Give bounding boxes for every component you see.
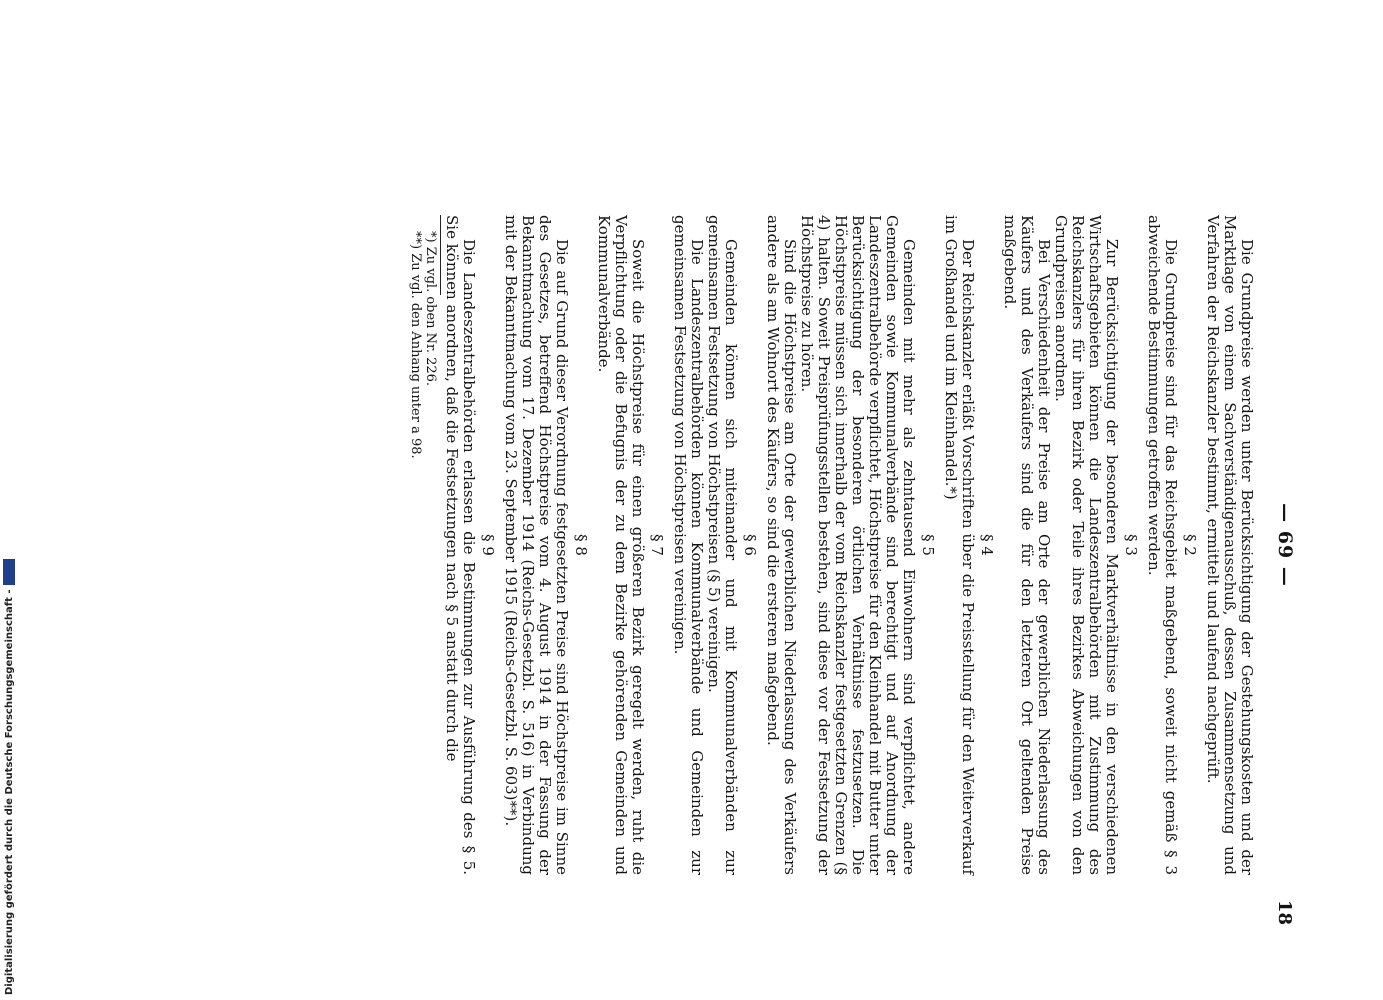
section-3-text-2: Bei Verschiedenheit der Preise am Orte der gewerblichen Niederlassung des Käufers und des Verkäufers sind die für den letzteren Ort geltenden Preise maßgebend.: [1001, 215, 1053, 875]
section-6-text: Gemeinden können sich miteinander und mit Kommunalverbänden zur gemeinsamen Festsetzung von Höchstpreisen (§ 5) vereinigen.: [705, 215, 740, 875]
section-heading-6: § 6: [741, 534, 759, 556]
section-heading-7: § 7: [648, 534, 666, 556]
rotated-page-content: [215, 165, 1295, 925]
section-heading-2: § 2: [1181, 534, 1199, 556]
section-heading-3: § 3: [1122, 534, 1140, 556]
footnote-rule: [440, 215, 441, 295]
section-heading-4: § 4: [978, 534, 996, 556]
dfg-logo: [3, 559, 15, 585]
footnote-2: **) Zu vgl. den Anhang unter a 98.: [408, 231, 423, 459]
section-heading-8: § 8: [572, 534, 590, 556]
intro-paragraph: Die Grundpreise werden unter Berücksichtigung der Gestehungskosten und der Marktlage von einem Sachverständigenausschuß, dessen Zusammensetzung und Verfahren der Reichskanzler bestimmt, ermittelt und laufend nachgeprüft.: [1204, 215, 1256, 875]
section-5-text-2: Sind die Höchstpreise am Orte der gewerblichen Niederlassung des Verkäufers andere als am Wohnort des Käufers, so sind die ersteren maßgebend.: [764, 215, 799, 875]
section-heading-5: § 5: [919, 534, 937, 556]
section-3-text: Zur Berücksichtigung der besonderen Marktverhältnisse in den verschiedenen Wirtschaftsgebieten können die Landeszentralbehörden mit Zustimmung des Reichskanzlers für ihren Bezirk oder Teile ihres Bezirkes Abweichungen von den Grundpreisen anordnen.: [1052, 215, 1121, 875]
section-2-text: Die Grundpreise sind für das Reichsgebiet maßgebend, soweit nicht gemäß § 3 abweichende Bestimmungen getroffen werden.: [1145, 215, 1180, 875]
digitization-credit: [3, 589, 17, 995]
section-9-text: Die Landeszentralbehörden erlassen die Bestimmungen zur Ausführung des § 5. Sie können anordnen, daß die Festsetzungen nach § 5 anstatt durch die: [443, 215, 478, 875]
section-5-text: Gemeinden mit mehr als zehntausend Einwohnern sind verpflichtet, andere Gemeinden sowie Kommunalverbände sind berechtigt und auf Anordnung der Landeszentralbehörde verpflichtet, Höchstpreise für den Kleinhandel mit Butter unter Berücksichtigung der besonderen örtlichen Verhältnisse festzusetzen. Die Höchstpreise müssen sich innerhalb der vom Reichskanzler festgesetzten Grenzen (§ 4) halten. Soweit Preisprüfungsstellen bestehen, sind diese vor der Festsetzung der Höchstpreise zu hören.: [798, 215, 918, 875]
document-body: [408, 215, 1255, 875]
digitization-credit-text: Digitalisierung gefördert durch die Deutsche Forschungsgemeinschaft -: [4, 589, 15, 995]
section-heading-9: § 9: [479, 534, 497, 556]
section-7-text: Soweit die Höchstpreise für einen größeren Bezirk geregelt werden, ruht die Verpflichtung oder die Befugnis der zu dem Bezirke gehörenden Gemeinden und Kommunalverbände.: [595, 215, 647, 875]
section-4-text: Der Reichskanzler erläßt Vorschriften über die Preisstellung für den Weiterverkauf im Großhandel und im Kleinhandel.*): [942, 215, 977, 875]
page-header: [1265, 165, 1295, 925]
page-number: — 69 —: [1274, 503, 1296, 587]
sheet-number: 18: [1274, 899, 1295, 925]
section-6-text-2: Die Landeszentralbehörden können Kommunalverbände und Gemeinden zur gemeinsamen Festsetzung von Höchstpreisen vereinigen.: [671, 215, 706, 875]
section-8-text: Die auf Grund dieser Verordnung festgesetzten Preise sind Höchstpreise im Sinne des Gesetzes, betreffend Höchstpreise vom 4. August 1914 in der Fassung der Bekanntmachung vom 17. Dezember 1914 (Reichs-Gesetzbl. S. 516) in Verbindung mit der Bekanntmachung vom 23. September 1915 (Reichs-Gesetzbl. S. 603)**).: [502, 215, 571, 875]
footnote-1: *) Zu vgl. oben Nr. 226.: [423, 231, 438, 387]
